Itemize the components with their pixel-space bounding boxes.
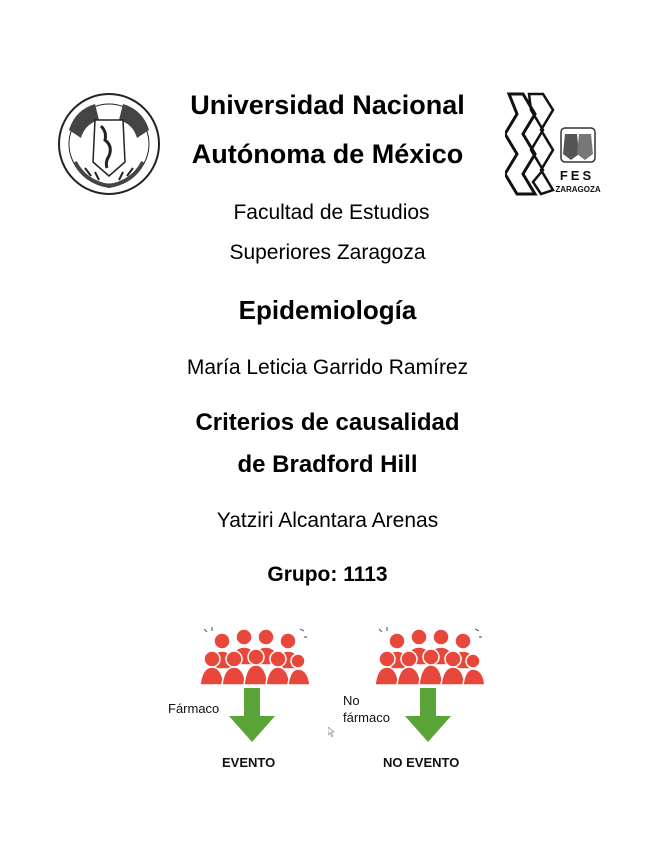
fes-logo-subtext: ZARAGOZA — [555, 185, 601, 194]
cursor-icon — [328, 727, 336, 737]
people-group-no-drug-icon — [375, 625, 485, 687]
university-name-line2: Autónoma de México — [191, 139, 464, 169]
no-drug-label-line1: No — [343, 693, 360, 708]
student-name: Yatziri Alcantara Arenas — [216, 509, 439, 532]
university-name-line1: Universidad Nacional — [190, 90, 465, 120]
faculty-name-line1: Facultad de Estudios — [233, 201, 430, 224]
drug-label: Fármaco — [168, 701, 220, 716]
topic-title-line2: de Bradford Hill — [237, 451, 418, 478]
arrow-down-drug-icon — [229, 688, 275, 742]
people-group-drug-icon — [200, 625, 310, 687]
no-drug-label-line2: fármaco — [343, 710, 390, 725]
faculty-name-line2: Superiores Zaragoza — [229, 241, 426, 264]
fes-zaragoza-logo — [505, 90, 605, 200]
professor-name: María Leticia Garrido Ramírez — [186, 356, 469, 379]
group-number: Grupo: 1113 — [267, 563, 388, 586]
unam-seal-logo — [55, 90, 163, 198]
event-outcome-label: EVENTO — [222, 755, 276, 770]
fes-logo-text: FES — [559, 168, 595, 183]
no-event-outcome-label: NO EVENTO — [383, 755, 460, 770]
subject-title: Epidemiología — [238, 295, 417, 325]
arrow-down-no-drug-icon — [405, 688, 451, 742]
no-drug-label — [343, 692, 390, 726]
topic-title-line1: Criterios de causalidad — [195, 409, 460, 436]
